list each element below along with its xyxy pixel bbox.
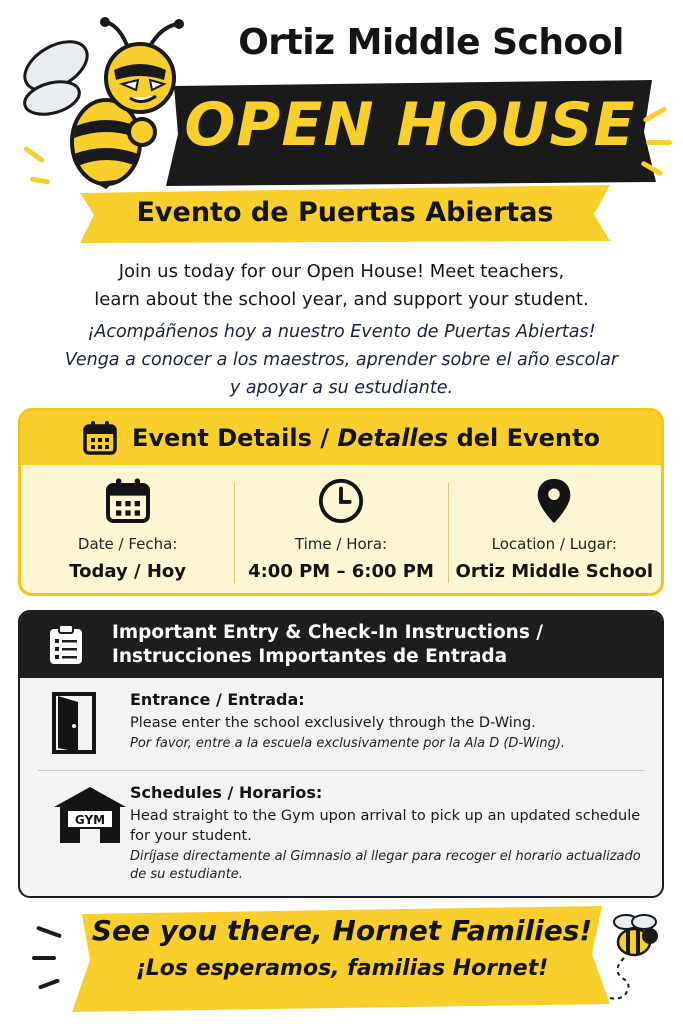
clipboard-icon (48, 624, 84, 666)
schedules-text-es: Diríjase directamente al Gimnasio al llegar para recoger el horario actualizado de su estudiante. (130, 849, 641, 882)
intro-es-line: ¡Acompáñenos hoy a nuestro Evento de Puertas Abiertas! (87, 322, 596, 342)
schedules-heading: Schedules / Horarios: (130, 783, 323, 802)
location-label: Location / Lugar: (491, 535, 617, 553)
time-column (234, 465, 447, 593)
location-value: Ortiz Middle School (455, 561, 654, 582)
date-column (21, 465, 234, 593)
school-name: Ortiz Middle School (238, 22, 624, 63)
footer-spanish: ¡Los esperamos, familias Hornet! (135, 956, 549, 981)
instructions-card (18, 610, 664, 898)
gym-sign-text: GYM (74, 813, 106, 827)
calendar-icon (82, 420, 118, 456)
date-label: Date / Fecha: (77, 535, 178, 553)
entrance-text-es: Por favor, entre a la escuela exclusivamente por la Ala D (D-Wing). (130, 736, 566, 751)
small-bee-icon (604, 912, 668, 1002)
schedules-text-en: Head straight to the Gym upon arrival to pick up an updated schedule for your student. (130, 808, 641, 844)
subtitle-es: Evento de Puertas Abiertas (136, 197, 554, 228)
intro-es-line: Venga a conocer a los maestros, aprender sobre el año escolar (64, 350, 619, 370)
location-pin-icon (534, 477, 574, 525)
intro-english (30, 258, 653, 314)
intro-en-line: Join us today for our Open House! Meet teachers, (118, 261, 565, 282)
open-house-title: OPEN HOUSE (184, 90, 636, 160)
event-details-card (18, 408, 664, 596)
event-details-title: Event Details / Detalles del Evento (132, 424, 600, 452)
footer-english: See you there, Hornet Families! (91, 914, 593, 947)
event-details-header (21, 411, 661, 465)
footer-banner (62, 904, 622, 1014)
instructions-title: Important Entry & Check-In Instructions / Instrucciones Importantes de Entrada (112, 622, 544, 667)
entrance-heading: Entrance / Entrada: (130, 690, 305, 709)
gym-building-icon (50, 783, 130, 847)
accent-dash (32, 956, 56, 960)
schedules-row (20, 771, 662, 884)
accent-dash (38, 978, 60, 989)
door-icon (50, 690, 100, 756)
subtitle-ribbon (80, 185, 610, 243)
clock-icon (316, 477, 366, 525)
intro-es-line: y apoyar a su estudiante. (229, 378, 454, 398)
entrance-row (20, 678, 662, 770)
date-value: Today / Hoy (69, 561, 187, 582)
calendar-icon (103, 477, 153, 525)
intro-spanish (30, 318, 653, 402)
accent-dash (36, 926, 62, 939)
time-value: 4:00 PM – 6:00 PM (248, 561, 434, 582)
accent-ray (646, 140, 672, 145)
time-label: Time / Hora: (294, 535, 388, 553)
open-house-banner (160, 78, 660, 188)
location-column (448, 465, 661, 593)
intro-en-line: learn about the school year, and support your student. (94, 289, 589, 310)
entrance-text-en: Please enter the school exclusively through the D-Wing. (130, 715, 536, 731)
instructions-header (20, 612, 662, 678)
